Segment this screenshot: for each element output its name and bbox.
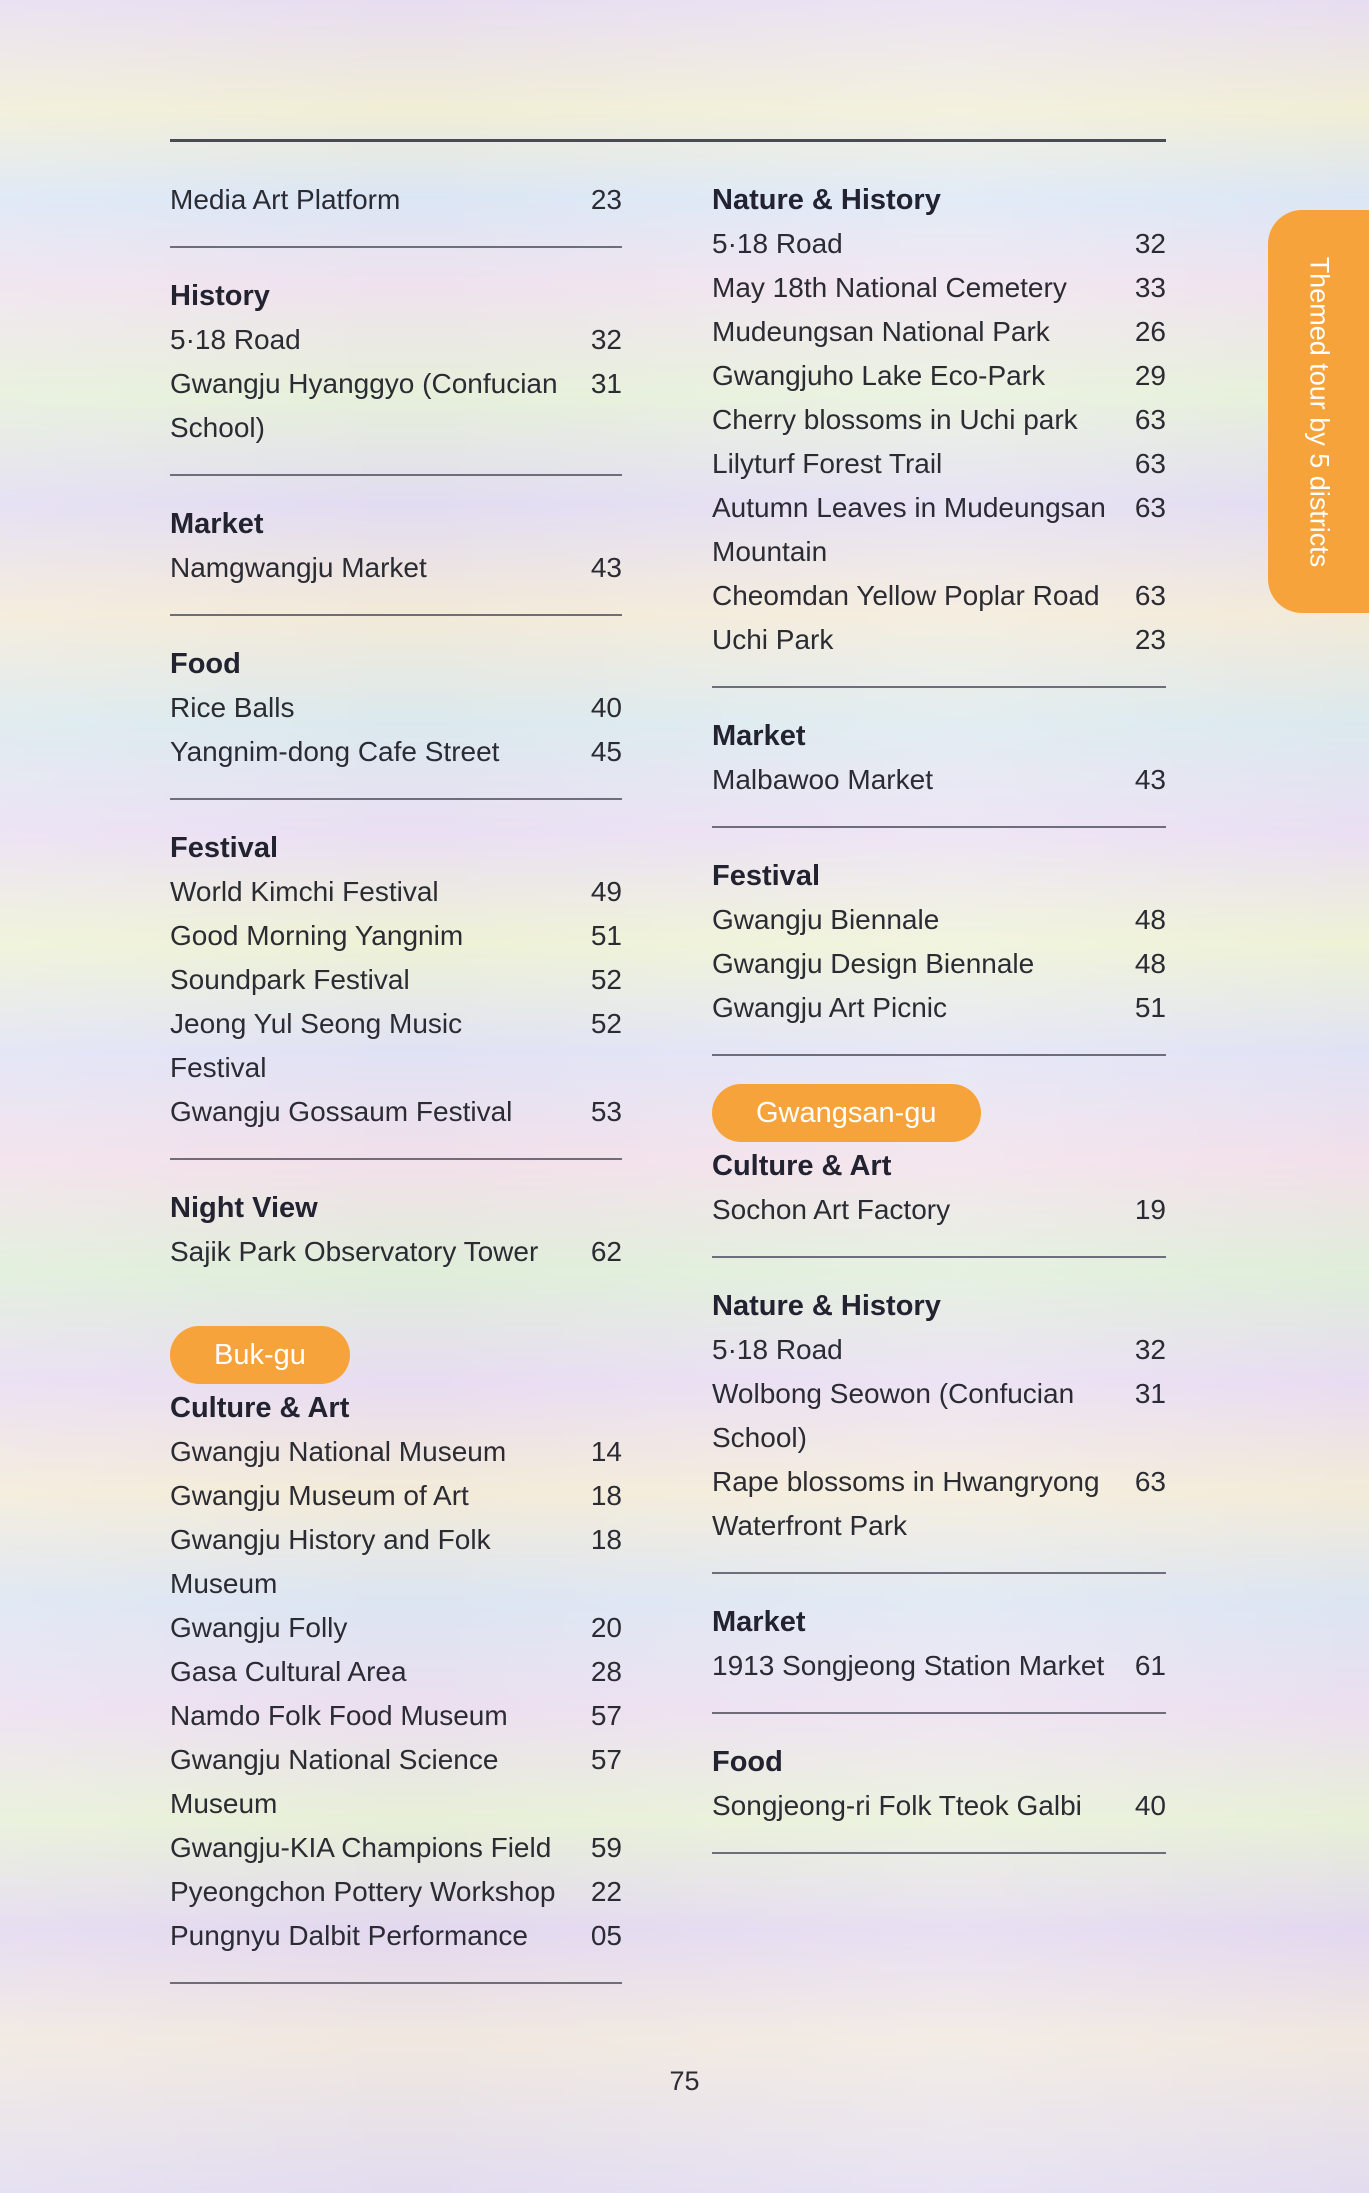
index-entry	[712, 986, 1166, 1030]
entry-name: Gwangju Folly	[170, 1612, 348, 1643]
index-section	[170, 642, 622, 800]
entry-name: Malbawoo Market	[712, 764, 933, 795]
index-entry	[170, 318, 622, 362]
right-column	[712, 178, 1166, 1880]
section-title: Market	[170, 508, 264, 540]
entry-page: 31	[590, 368, 622, 399]
index-entry	[170, 1914, 622, 1958]
index-entry	[170, 870, 622, 914]
index-entry	[170, 958, 622, 1002]
section-title: Festival	[170, 832, 278, 864]
entry-name: Pungnyu Dalbit Performance	[170, 1920, 528, 1951]
entry-name: Sochon Art Factory	[712, 1194, 951, 1225]
entry-name: Gwangju Hyanggyo (Confucian School)	[170, 368, 558, 443]
entry-name: Gwangju National Science Museum	[170, 1744, 499, 1819]
entry-name: Soundpark Festival	[170, 964, 410, 995]
index-entry	[712, 222, 1166, 266]
index-entry	[712, 310, 1166, 354]
entry-name: 5·18 Road	[170, 324, 301, 355]
district-badge: Gwangsan-gu	[712, 1084, 981, 1142]
index-section	[712, 1600, 1166, 1714]
entry-page: 20	[590, 1612, 622, 1643]
entry-name: Yangnim-dong Cafe Street	[170, 736, 500, 767]
index-entry	[170, 686, 622, 730]
index-entry	[712, 354, 1166, 398]
entry-page: 51	[590, 920, 622, 951]
entry-name: 5·18 Road	[712, 228, 843, 259]
entry-page: 49	[590, 876, 622, 907]
index-entry	[170, 178, 622, 222]
section-title: Night View	[170, 1192, 318, 1224]
entry-page: 29	[1134, 360, 1166, 391]
section-title: History	[170, 280, 270, 312]
entry-page: 63	[1134, 580, 1166, 611]
entry-name: Gwangju-KIA Champions Field	[170, 1832, 552, 1863]
left-column	[170, 178, 622, 2010]
index-entry	[712, 758, 1166, 802]
entry-page: 40	[590, 692, 622, 723]
section-title: Market	[712, 1606, 806, 1638]
entry-name: World Kimchi Festival	[170, 876, 439, 907]
entry-page: 52	[590, 964, 622, 995]
entry-name: Mudeungsan National Park	[712, 316, 1050, 347]
index-section	[712, 714, 1166, 828]
entry-name: Good Morning Yangnim	[170, 920, 464, 951]
entry-page: 52	[590, 1008, 622, 1039]
index-section	[170, 826, 622, 1160]
entry-page: 31	[1134, 1378, 1166, 1409]
entry-page: 23	[590, 184, 622, 215]
index-entry	[170, 1738, 622, 1826]
entry-name: Namgwangju Market	[170, 552, 427, 583]
page-number: 75	[669, 2066, 700, 2096]
index-entry	[712, 442, 1166, 486]
entry-page: 18	[590, 1480, 622, 1511]
entry-name: 5·18 Road	[712, 1334, 843, 1365]
entry-page: 45	[590, 736, 622, 767]
section-title: Food	[170, 648, 241, 680]
entry-name: Autumn Leaves in Mudeungsan Mountain	[712, 492, 1106, 567]
index-entry	[170, 546, 622, 590]
entry-name: Sajik Park Observatory Tower	[170, 1236, 539, 1267]
index-section	[170, 1186, 622, 1298]
section-title: Culture & Art	[712, 1150, 892, 1182]
index-section	[170, 274, 622, 476]
entry-name: Gasa Cultural Area	[170, 1656, 407, 1687]
entry-name: 1913 Songjeong Station Market	[712, 1650, 1105, 1681]
side-tab	[1268, 210, 1369, 613]
entry-page: 62	[590, 1236, 622, 1267]
section-title: Nature & History	[712, 184, 941, 216]
index-entry	[170, 730, 622, 774]
index-section	[712, 854, 1166, 1056]
entry-name: Gwangju Gossaum Festival	[170, 1096, 513, 1127]
entry-name: Jeong Yul Seong Music Festival	[170, 1008, 463, 1083]
index-entry	[712, 266, 1166, 310]
index-entry	[170, 1694, 622, 1738]
entry-page: 19	[1134, 1194, 1166, 1225]
entry-page: 43	[1134, 764, 1166, 795]
entry-name: Gwangju Art Picnic	[712, 992, 947, 1023]
entry-name: Wolbong Seowon (Confucian School)	[712, 1378, 1075, 1453]
entry-page: 59	[590, 1832, 622, 1863]
index-entry	[170, 1870, 622, 1914]
section-title: Food	[712, 1746, 783, 1778]
index-entry	[712, 942, 1166, 986]
entry-page: 48	[1134, 948, 1166, 979]
entry-name: Namdo Folk Food Museum	[170, 1700, 508, 1731]
section-title: Nature & History	[712, 1290, 941, 1322]
entry-page: 32	[1134, 228, 1166, 259]
index-entry	[712, 898, 1166, 942]
entry-name: Rice Balls	[170, 692, 295, 723]
index-section	[170, 502, 622, 616]
index-entry	[170, 1430, 622, 1474]
index-section	[170, 178, 622, 248]
entry-page: 61	[1134, 1650, 1166, 1681]
index-entry	[712, 574, 1166, 618]
entry-page: 57	[590, 1744, 622, 1775]
index-entry	[170, 1606, 622, 1650]
entry-name: Gwangju Biennale	[712, 904, 940, 935]
district-badge: Buk-gu	[170, 1326, 350, 1384]
district-badge-wrap	[170, 1324, 622, 1386]
entry-name: Cherry blossoms in Uchi park	[712, 404, 1078, 435]
entry-page: 51	[1134, 992, 1166, 1023]
index-entry	[712, 1188, 1166, 1232]
index-entry	[712, 1784, 1166, 1828]
top-rule	[170, 139, 1166, 142]
index-section	[712, 1740, 1166, 1854]
entry-page: 33	[1134, 272, 1166, 303]
entry-page: 23	[1134, 624, 1166, 655]
section-title: Market	[712, 720, 806, 752]
side-tab-label: Themed tour by 5 districts	[1304, 256, 1334, 567]
index-entry	[712, 398, 1166, 442]
entry-page: 26	[1134, 316, 1166, 347]
entry-page: 32	[590, 324, 622, 355]
entry-page: 63	[1134, 1466, 1166, 1497]
index-entry	[170, 1230, 622, 1274]
index-entry	[712, 618, 1166, 662]
entry-name: Gwangju Museum of Art	[170, 1480, 469, 1511]
entry-page: 28	[590, 1656, 622, 1687]
entry-page: 14	[590, 1436, 622, 1467]
district-badge-wrap	[712, 1082, 1166, 1144]
entry-name: Cheomdan Yellow Poplar Road	[712, 580, 1100, 611]
index-entry	[712, 1372, 1166, 1460]
entry-name: Gwangju History and Folk Museum	[170, 1524, 491, 1599]
entry-page: 05	[590, 1920, 622, 1951]
entry-page: 43	[590, 552, 622, 583]
entry-page: 22	[590, 1876, 622, 1907]
index-entry	[170, 1518, 622, 1606]
index-section	[170, 1386, 622, 1984]
index-entry	[170, 1650, 622, 1694]
index-entry	[712, 1644, 1166, 1688]
index-entry	[170, 1002, 622, 1090]
index-entry	[170, 1474, 622, 1518]
index-section	[712, 178, 1166, 688]
entry-page: 40	[1134, 1790, 1166, 1821]
entry-name: Media Art Platform	[170, 184, 401, 215]
index-section	[712, 1144, 1166, 1258]
entry-page: 48	[1134, 904, 1166, 935]
section-title: Festival	[712, 860, 820, 892]
entry-name: May 18th National Cemetery	[712, 272, 1067, 303]
section-title: Culture & Art	[170, 1392, 350, 1424]
entry-name: Rape blossoms in Hwangryong Waterfront Park	[712, 1466, 1100, 1541]
entry-page: 18	[590, 1524, 622, 1555]
entry-page: 57	[590, 1700, 622, 1731]
entry-page: 63	[1134, 404, 1166, 435]
index-entry	[712, 1328, 1166, 1372]
entry-name: Pyeongchon Pottery Workshop	[170, 1876, 556, 1907]
entry-page: 63	[1134, 492, 1166, 523]
index-entry	[712, 486, 1166, 574]
index-entry	[170, 1090, 622, 1134]
entry-name: Gwangju Design Biennale	[712, 948, 1035, 979]
entry-name: Uchi Park	[712, 624, 834, 655]
entry-page: 63	[1134, 448, 1166, 479]
entry-name: Gwangjuho Lake Eco-Park	[712, 360, 1046, 391]
index-entry	[170, 362, 622, 450]
entry-page: 53	[590, 1096, 622, 1127]
entry-name: Gwangju National Museum	[170, 1436, 507, 1467]
entry-page: 32	[1134, 1334, 1166, 1365]
entry-name: Songjeong-ri Folk Tteok Galbi	[712, 1790, 1082, 1821]
index-entry	[170, 914, 622, 958]
entry-name: Lilyturf Forest Trail	[712, 448, 943, 479]
index-entry	[170, 1826, 622, 1870]
index-section	[712, 1284, 1166, 1574]
index-entry	[712, 1460, 1166, 1548]
